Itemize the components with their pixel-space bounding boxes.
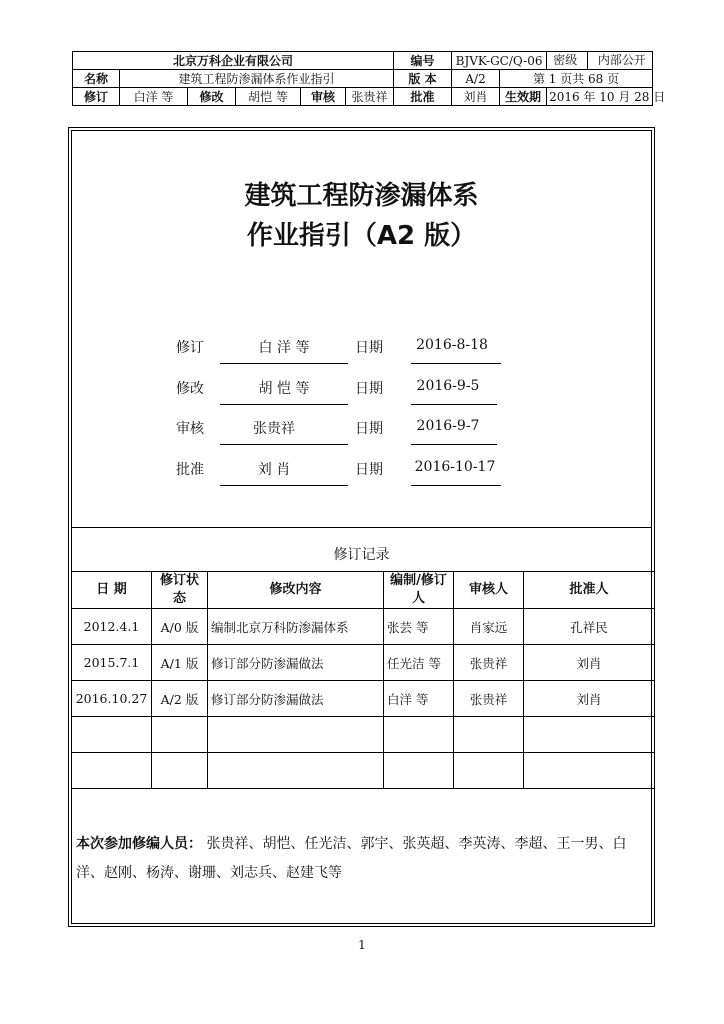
- contributors-paragraph: [76, 830, 647, 888]
- signoff-date: 2016-10-17: [414, 459, 496, 475]
- review-label: 审核: [301, 88, 346, 106]
- cell-editor: 张芸 等: [384, 609, 454, 645]
- col-header-date: 日 期: [72, 572, 152, 609]
- signoff-name: 刘 肖: [257, 462, 291, 478]
- cell-status: A/2 版: [152, 681, 208, 717]
- signoff-label: 批准: [176, 462, 204, 478]
- secrecy-value: 内部公开: [597, 53, 646, 67]
- approve-label: 批准: [394, 88, 452, 106]
- document-title-line1: 建筑工程防渗漏体系: [244, 181, 479, 211]
- signoff-label: 修订: [176, 340, 204, 356]
- name-value: 建筑工程防渗漏体系作业指引: [120, 70, 394, 88]
- cell-date: 2012.4.1: [72, 609, 152, 645]
- effective-label: 生效期: [500, 88, 547, 106]
- contributors-label: 本次参加修编人员：: [76, 836, 202, 852]
- cell-content: 修订部分防渗漏做法: [208, 645, 384, 681]
- signoff-date-underline: [411, 444, 497, 445]
- code-label: 编号: [394, 52, 452, 70]
- cell-content: 编制北京万科防渗漏体系: [208, 609, 384, 645]
- main-frame: [68, 127, 655, 927]
- col-header-status: 修订状态: [152, 572, 208, 609]
- document-title-line2: 作业指引（A2 版）: [246, 221, 477, 251]
- document-header-table: [72, 51, 666, 106]
- cell-reviewer: 肖家远: [454, 609, 524, 645]
- cell-status: A/1 版: [152, 645, 208, 681]
- section-divider: [72, 527, 651, 528]
- cell-approver: 刘肖: [524, 681, 655, 717]
- code-value: BJVK-GC/Q-06: [452, 52, 547, 70]
- signoff-date-label: 日期: [355, 462, 383, 478]
- signoff-date-underline: [411, 485, 501, 486]
- table-row-empty: [72, 753, 655, 789]
- signoff-date: 2016-9-5: [416, 378, 480, 394]
- cell-date: 2016.10.27: [72, 681, 152, 717]
- col-header-approver: 批准人: [524, 572, 655, 609]
- approve-value: 刘肖: [452, 88, 500, 106]
- modify-label: 修改: [188, 88, 236, 106]
- cell-reviewer: 张贵祥: [454, 681, 524, 717]
- page-number: 1: [358, 938, 366, 952]
- revision-record-title: 修订记录: [333, 547, 390, 563]
- table-header-row: [72, 572, 655, 609]
- cell-reviewer: 张贵祥: [454, 645, 524, 681]
- table-row: [72, 681, 655, 717]
- revise-value: 白洋 等: [120, 88, 188, 106]
- revision-record-table: [71, 571, 655, 789]
- review-value: 张贵祥: [346, 88, 394, 106]
- secrecy-cell: [547, 52, 653, 70]
- signoff-date-label: 日期: [355, 421, 383, 437]
- cell-editor: 任光洁 等: [384, 645, 454, 681]
- table-row: [72, 645, 655, 681]
- signoff-date: 2016-8-18: [416, 337, 488, 353]
- signoff-label: 修改: [176, 381, 204, 397]
- effective-value: 2016 年 10 月 28 日: [547, 88, 653, 106]
- col-header-reviewer: 审核人: [454, 572, 524, 609]
- signoff-name: 白 洋 等: [258, 340, 310, 356]
- cell-content: 修订部分防渗漏做法: [208, 681, 384, 717]
- cell-approver: 孔祥民: [524, 609, 655, 645]
- page-count: 第 1 页共 68 页: [500, 70, 653, 88]
- signoff-name: 胡 恺 等: [258, 381, 310, 397]
- cell-date: 2015.7.1: [72, 645, 152, 681]
- signoff-underline: [220, 404, 348, 405]
- secrecy-label: 密级: [553, 53, 578, 67]
- cell-approver: 刘肖: [524, 645, 655, 681]
- version-label: 版 本: [394, 70, 452, 88]
- signoff-date-underline: [411, 363, 501, 364]
- table-row: [72, 609, 655, 645]
- main-frame-inner: [71, 130, 652, 924]
- signoff-label: 审核: [176, 421, 204, 437]
- cell-editor: 白洋 等: [384, 681, 454, 717]
- name-label: 名称: [73, 70, 120, 88]
- contributors-names: 张贵祥、胡恺、任光洁、郭宇、张英超、李英涛、李超、王一男、白洋、赵刚、杨涛、谢珊、刘志兵、赵建飞等: [76, 836, 627, 881]
- company-name: 北京万科企业有限公司: [73, 52, 394, 70]
- signoff-date-label: 日期: [355, 340, 383, 356]
- signoff-date-underline: [411, 404, 497, 405]
- signoff-name: 张贵祥: [253, 421, 295, 437]
- secrecy-divider: [587, 52, 588, 69]
- table-row-empty: [72, 717, 655, 753]
- signoff-underline: [220, 444, 348, 445]
- revise-label: 修订: [73, 88, 120, 106]
- signoff-underline: [220, 485, 348, 486]
- modify-value: 胡恺 等: [236, 88, 301, 106]
- signoff-date-label: 日期: [355, 381, 383, 397]
- cell-status: A/0 版: [152, 609, 208, 645]
- signoff-underline: [220, 363, 348, 364]
- version-value: A/2: [452, 70, 500, 88]
- col-header-editor: 编制/修订人: [384, 572, 454, 609]
- signoff-date: 2016-9-7: [416, 418, 480, 434]
- col-header-content: 修改内容: [208, 572, 384, 609]
